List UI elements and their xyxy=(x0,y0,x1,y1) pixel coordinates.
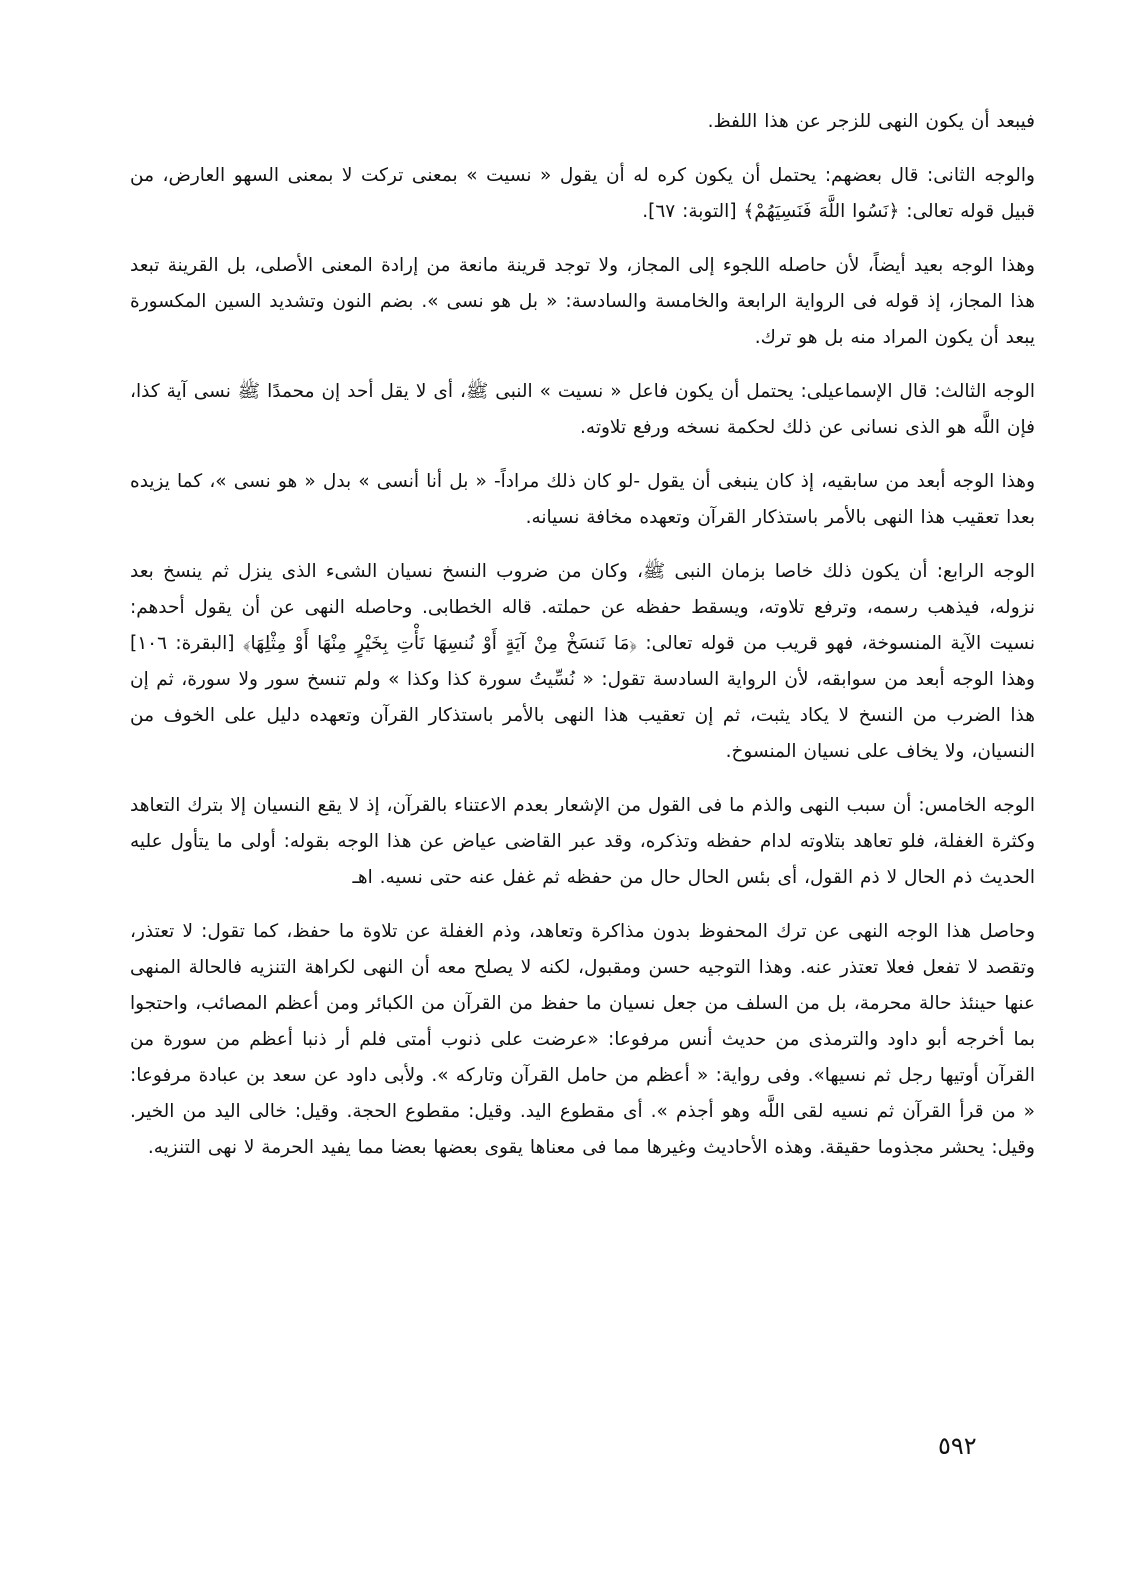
paragraph-7: الوجه الخامس: أن سبب النهى والذم ما فى القول من الإشعار بعدم الاعتناء بالقرآن، إذ لا يقع النسيان إلا بترك التعاهد وكثرة الغفلة، فلو تعاهد بتلاوته لدام حفظه وتذكره، وقد عبر القاضى عياض عن هذا الوجه بقوله: أولى ما يتأول عليه الحديث ذم الحال لا ذم القول، أى بئس الحال حال من حفظه ثم غفل عنه حتى نسيه. اهـ xyxy=(130,795,1035,888)
paragraph-5: وهذا الوجه أبعد من سابقيه، إذ كان ينبغى أن يقول -لو كان ذلك مراداً- « بل أنا أنسى » بدل « هو نسى »، كما يزيده بعدا تعقيب هذا النهى بالأمر باستذكار القرآن وتعهده مخافة نسيانه. xyxy=(130,471,1035,528)
page-body xyxy=(130,104,1035,1184)
paragraph-6: الوجه الرابع: أن يكون ذلك خاصا بزمان النبى ﷺ، وكان من ضروب النسخ نسيان الشىء الذى ينزل ثم ينسخ بعد نزوله، فيذهب رسمه، وترفع تلاوته، ويسقط حفظه عن حملته. قاله الخطابى. وحاصله النهى عن أن يقول أحدهم: نسيت الآية المنسوخة، فهو قريب من قوله تعالى: ﴿مَا نَنسَخْ مِنْ آيَةٍ أَوْ نُنسِهَا نَأْتِ بِخَيْرٍ مِنْهَا أَوْ مِثْلِهَا﴾ [البقرة: ١٠٦] وهذا الوجه أبعد من سوابقه، لأن الرواية السادسة تقول: « نُسِّيتُ سورة كذا وكذا » ولم تنسخ سور ولا سورة، ثم إن هذا الضرب من النسخ لا يكاد يثبت، ثم إن تعقيب هذا النهى بالأمر باستذكار القرآن وتعهده دليل على الخوف من النسيان، ولا يخاف على نسيان المنسوخ. xyxy=(130,561,1035,762)
paragraph-1: فيبعد أن يكون النهى للزجر عن هذا اللفظ. xyxy=(707,111,1035,132)
page-number: ٥٩٢ xyxy=(938,1432,977,1460)
paragraph-3: وهذا الوجه بعيد أيضاً، لأن حاصله اللجوء إلى المجاز، ولا توجد قرينة مانعة من إرادة المعنى الأصلى، بل القرينة تبعد هذا المجاز، إذ قوله فى الرواية الرابعة والخامسة والسادسة: « بل هو نسى ». بضم النون وتشديد السين المكسورة يبعد أن يكون المراد منه بل هو ترك. xyxy=(130,255,1035,348)
paragraph-2: والوجه الثانى: قال بعضهم: يحتمل أن يكون كره له أن يقول « نسيت » بمعنى تركت لا بمعنى السهو العارض، من قبيل قوله تعالى: ﴿نَسُوا اللَّهَ فَنَسِيَهُمْ﴾ [التوبة: ٦٧]. xyxy=(130,165,1035,222)
paragraph-4: الوجه الثالث: قال الإسماعيلى: يحتمل أن يكون فاعل « نسيت » النبى ﷺ، أى لا يقل أحد إن محمدًا ﷺ نسى آية كذا، فإن اللَّه هو الذى نسانى عن ذلك لحكمة نسخه ورفع تلاوته. xyxy=(130,381,1035,438)
paragraph-8: وحاصل هذا الوجه النهى عن ترك المحفوظ بدون مذاكرة وتعاهد، وذم الغفلة عن تلاوة ما حفظ، كما تقول: لا تعتذر، وتقصد لا تفعل فعلا تعتذر عنه. وهذا التوجيه حسن ومقبول، لكنه لا يصلح معه أن النهى لكراهة التنزيه فالحالة المنهى عنها حينئذ حالة محرمة، بل من السلف من جعل نسيان ما حفظ من القرآن من الكبائر ومن أعظم المصائب، واحتجوا بما أخرجه أبو داود والترمذى من حديث أنس مرفوعا: «عرضت على ذنوب أمتى فلم أر ذنبا أعظم من سورة من القرآن أوتيها رجل ثم نسيها». وفى رواية: « أعظم من حامل القرآن وتاركه ». ولأبى داود عن سعد بن عبادة مرفوعا: « من قرأ القرآن ثم نسيه لقى اللَّه وهو أجذم ». أى مقطوع اليد. وقيل: مقطوع الحجة. وقيل: خالى اليد من الخير. وقيل: يحشر مجذوما حقيقة. وهذه الأحاديث وغيرها مما فى معناها يقوى بعضها بعضا مما يفيد الحرمة لا نهى التنزيه. xyxy=(130,921,1035,1158)
